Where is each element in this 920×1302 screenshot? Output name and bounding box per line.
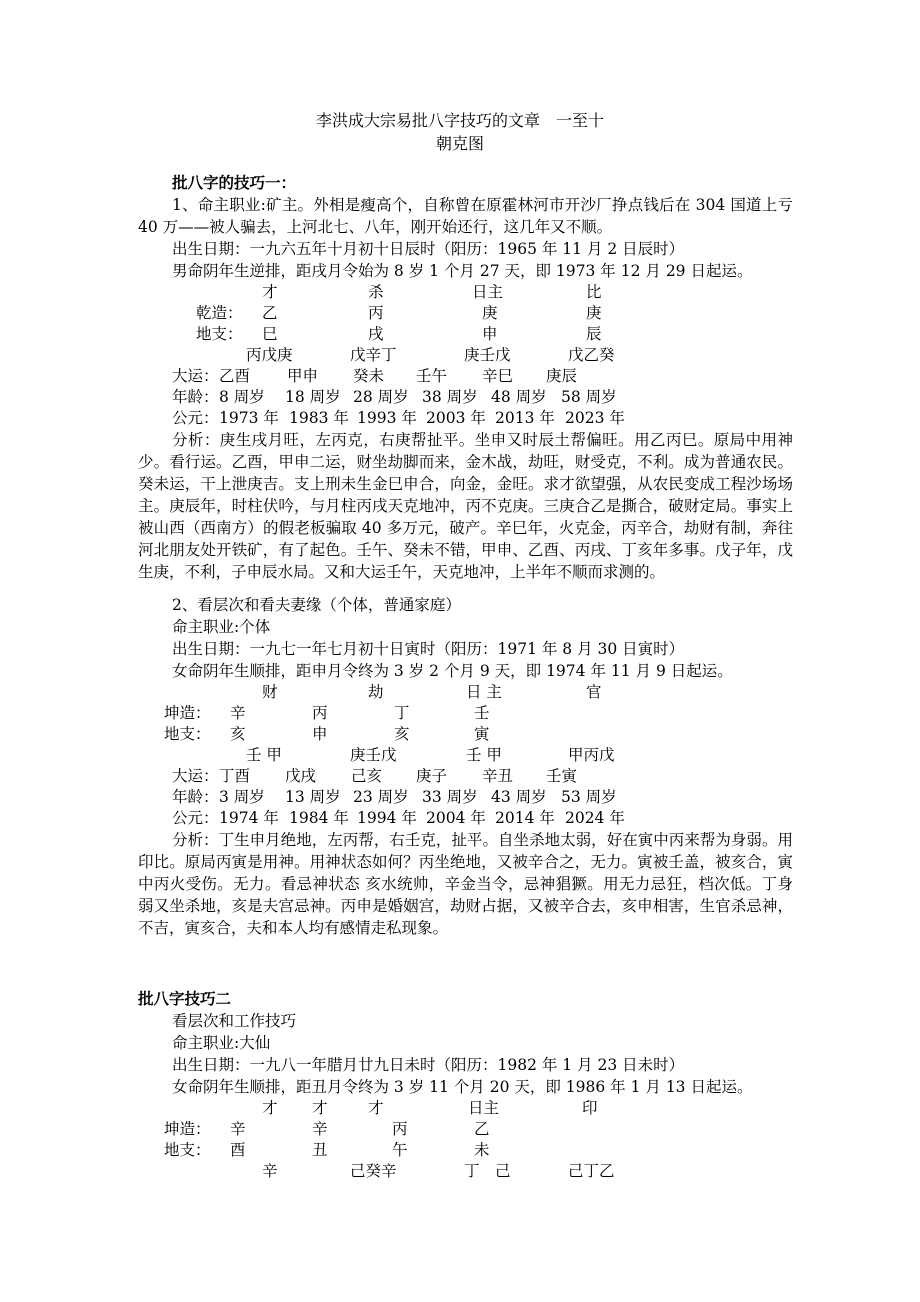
section2-branch: 酉 [230,1141,246,1159]
case2-year: 1994 年 [357,809,417,827]
case1-dayun: 甲申 [287,367,319,385]
case1-branch: 申 [482,325,498,343]
case1-year: 2023 年 [565,409,625,427]
case2-branch: 亥 [394,725,410,743]
case2-year: 2024 年 [565,809,625,827]
case1-year: 1983 年 [289,409,349,427]
case2-analysis: 分析：丁生申月绝地，左丙帮，右壬克，扯平。自坐杀地太弱，好在寅中丙来帮为身弱。用印比。原局丙寅是用神。用神状态如何？丙坐绝地，又被辛合之，无力。寅被壬盖，被亥合，寅中丙火受伤。无力。看忌神状态 亥水统帅，辛金当令，忌神猖獗。用无力忌狂，档次低。丁身弱又坐杀地，亥是夫宫忌神。丙申是婚姻宫，劫财占据，又被辛合去，亥申相害，生官杀忌神，不吉，寅亥合，夫和本人均有感情走私现象。 [138,831,793,937]
case2-dayun: 壬寅 [546,767,578,785]
section2-hidden-stems: 丁 己 [464,1162,511,1180]
section2-stem: 辛 [312,1120,328,1138]
case1-year: 1993 年 [357,409,417,427]
section2-stems-label: 坤造： [164,1120,211,1138]
case2-stem: 丙 [312,704,328,722]
document-author: 朝克图 [435,134,484,153]
case1-dayun: 辛巳 [482,367,514,385]
case1-age: 28 周岁 [353,388,409,406]
case2-god: 财 [262,683,278,701]
case2-age: 3 周岁 [219,788,265,806]
section2-heading: 批八字技巧二 [138,989,232,1008]
case1-stem: 庚 [482,304,498,322]
case2-hidden-stems: 壬 甲 [246,746,282,764]
case2-stem: 丁 [394,704,410,722]
case2-stem: 辛 [230,704,246,722]
case1-branches-label: 地支： [196,325,243,343]
case2-branches-label: 地支： [164,725,211,743]
case2-year: 2014 年 [495,809,555,827]
section2-branch: 午 [392,1141,408,1159]
case2-luck-start: 女命阴年生顺排，距申月令终为 3 岁 2 个月 9 天，即 1974 年 11 月 9 日起运。 [172,662,733,680]
case1-god: 日主 [472,283,504,301]
case2-job: 命主职业:个体 [172,618,271,636]
case1-branch: 戌 [368,325,384,343]
case2-year: 1974 年 [219,809,279,827]
section2-god: 印 [582,1099,598,1117]
case1-age: 18 周岁 [285,388,341,406]
case2-year: 1984 年 [289,809,349,827]
section2-stem: 乙 [474,1120,490,1138]
section2-luck-start: 女命阴年生顺排，距丑月令终为 3 岁 11 个月 20 天，即 1986 年 1 月 13 日起运。 [172,1078,753,1096]
case1-dayun: 癸未 [353,367,385,385]
case1-dayun: 乙酉 [219,367,251,385]
section2-god: 才 [312,1099,328,1117]
case2-branch: 亥 [230,725,246,743]
case1-hidden-stems: 庚壬戊 [464,346,511,364]
case1-age: 48 周岁 [491,388,547,406]
section2-hidden-stems: 己丁乙 [568,1162,615,1180]
section2-god: 日主 [468,1099,500,1117]
case1-luck-start: 男命阴年生逆排，距戌月令始为 8 岁 1 个月 27 天，即 1973 年 12 月 29 日起运。 [172,262,753,280]
case1-year-label: 公元： [172,409,219,427]
case2-age: 33 周岁 [422,788,478,806]
section2-branch: 未 [474,1141,490,1159]
case1-god: 杀 [368,283,384,301]
case2-stem: 壬 [474,704,490,722]
case2-god: 劫 [368,683,384,701]
case2-dayun-label: 大运： [172,767,219,785]
case1-year: 2013 年 [495,409,555,427]
case1-year: 2003 年 [426,409,486,427]
case1-hidden-stems: 戊辛丁 [350,346,397,364]
case1-analysis: 分析：庚生戌月旺，左丙克，右庚帮扯平。坐申又时辰土帮偏旺。用乙丙巳。原局中用神少。看行运。乙酉，甲申二运，财坐劫脚而来，金木战，劫旺，财受克，不利。成为普通农民。癸未运，干上泄庚吉。支上刑未生金巳申合，向金，金旺。求才欲望强，从农民变成工程沙场场主。庚辰年，时柱伏吟，与月柱丙戌天克地冲，丙不克庚。三庚合乙是撕合，破财定局。事实上被山西（西南方）的假老板骗取 40 多万元，破产。辛巳年，火克金，丙辛合，劫财有制，奔往河北朋友处开铁矿，有了起色。壬午、癸未不错，甲申、乙酉、丙戌、丁亥年多事。戊子年，戊生庚，不利，子申辰水局。又和大运壬午，天克地冲，上半年不顺而求测的。 [138,431,793,581]
case1-god: 比 [586,283,602,301]
case1-dayun-label: 大运： [172,367,219,385]
section2-birth: 出生日期：一九八一年腊月廿九日未时（阳历：1982 年 1 月 23 日未时） [172,1056,685,1074]
case1-stem: 丙 [368,304,384,322]
case2-dayun: 辛丑 [482,767,514,785]
case1-age: 58 周岁 [561,388,617,406]
section2-job: 命主职业:大仙 [172,1034,271,1052]
section2-branches-label: 地支： [164,1141,211,1159]
case2-year: 2004 年 [426,809,486,827]
case1-stems-label: 乾造： [196,304,243,322]
section2-branch: 丑 [312,1141,328,1159]
case2-year-label: 公元： [172,809,219,827]
case2-hidden-stems: 甲丙戊 [568,746,615,764]
case2-god: 官 [586,683,602,701]
case1-dayun: 壬午 [416,367,448,385]
case1-year: 1973 年 [219,409,279,427]
case2-birth: 出生日期：一九七一年七月初十日寅时（阳历：1971 年 8 月 30 日寅时） [172,640,685,658]
case2-hidden-stems: 庚壬戊 [350,746,397,764]
case2-dayun: 戊戌 [285,767,317,785]
section2-stem: 丙 [392,1120,408,1138]
section2-topic: 看层次和工作技巧 [172,1012,297,1030]
case2-branch: 寅 [474,725,490,743]
case2-age: 53 周岁 [561,788,617,806]
case2-age: 23 周岁 [353,788,409,806]
case2-age-label: 年龄： [172,788,219,806]
section2-god: 才 [262,1099,278,1117]
case2-hidden-stems: 壬 甲 [466,746,502,764]
section2-stem: 辛 [230,1120,246,1138]
case1-branch: 巳 [262,325,278,343]
case1-hidden-stems: 丙戊庚 [246,346,293,364]
section2-god: 才 [368,1099,384,1117]
case2-god: 日 主 [466,683,502,701]
case1-dayun: 庚辰 [546,367,578,385]
case1-stem: 庚 [586,304,602,322]
case2-intro: 2、看层次和看夫妻缘（个体，普通家庭） [172,596,461,614]
case1-hidden-stems: 戊乙癸 [568,346,615,364]
case2-stems-label: 坤造： [164,704,211,722]
case2-branch: 申 [312,725,328,743]
case1-god: 才 [262,283,278,301]
case2-age: 13 周岁 [285,788,341,806]
case1-age: 8 周岁 [219,388,265,406]
case1-age-label: 年龄： [172,388,219,406]
case2-dayun: 庚子 [416,767,448,785]
case2-dayun: 丁酉 [219,767,251,785]
document-title: 李洪成大宗易批八字技巧的文章 一至十 [315,111,604,130]
case1-stem: 乙 [262,304,278,322]
section2-hidden-stems: 己癸辛 [350,1162,397,1180]
section1-heading: 批八字的技巧一： [172,173,297,192]
case2-age: 43 周岁 [491,788,547,806]
case2-dayun: 己亥 [351,767,383,785]
case1-birth: 出生日期：一九六五年十月初十日辰时（阳历：1965 年 11 月 2 日辰时） [172,240,685,258]
case1-age: 38 周岁 [422,388,478,406]
case1-intro: 1、命主职业:矿主。外相是瘦高个，自称曾在原霍林河市开沙厂挣点钱后在 304 国道上亏 40 万——被人骗去，上河北七、八年，刚开始还行，这几年又不顺。 [138,196,793,236]
section2-hidden-stems: 辛 [262,1162,278,1180]
case1-branch: 辰 [586,325,602,343]
